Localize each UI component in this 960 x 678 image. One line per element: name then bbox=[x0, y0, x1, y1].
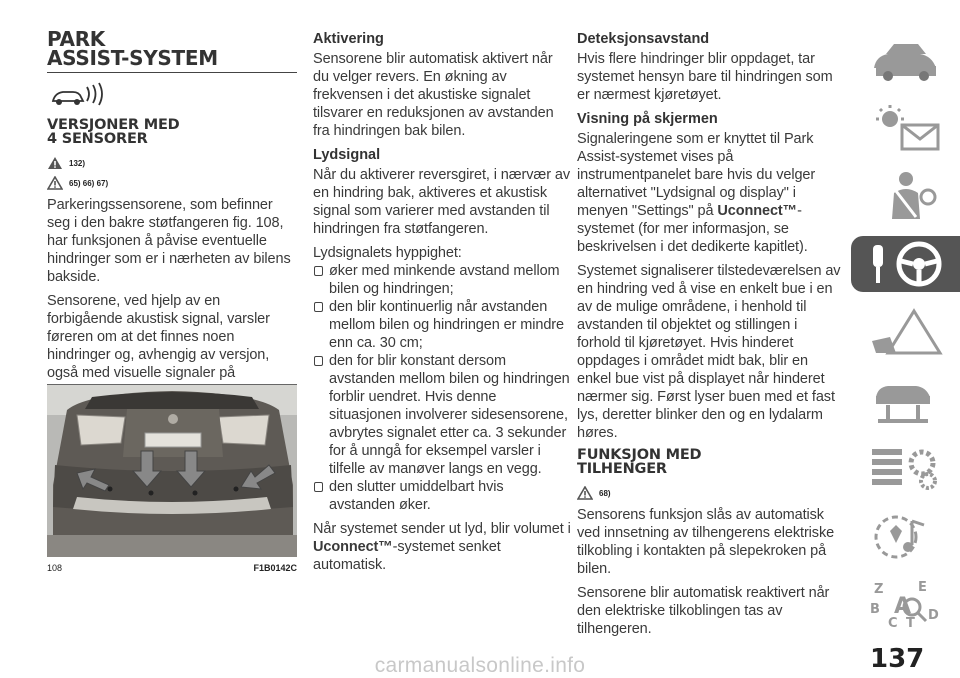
heading-visning: Visning på skjermen bbox=[577, 111, 718, 127]
tab-index[interactable] bbox=[851, 576, 960, 632]
seatbelt-person-icon bbox=[866, 171, 946, 221]
svg-text:B: B bbox=[869, 602, 880, 617]
warning-lights-icon bbox=[866, 103, 946, 153]
heading-lydsignal: Lydsignal bbox=[313, 147, 381, 163]
tab-starting-driving[interactable] bbox=[851, 236, 960, 292]
alphabet-index-icon bbox=[866, 579, 946, 629]
paragraph: Når du aktiverer reversgiret, i nærvær av en hindring bak, aktiveres et akustisk signal som varierer med avstanden til hindringen fra støtfangeren. bbox=[313, 167, 570, 237]
warning-note-2: 65) 66) 67) bbox=[47, 176, 297, 190]
paragraph: Sensorene blir automatisk reaktivert når den elektriske tilkoblingen tas av tilhengeren. bbox=[577, 585, 830, 637]
emergency-triangle-icon bbox=[866, 307, 946, 357]
paragraph: Parkeringssensorene, som befinner seg i den bakre støtfangeren fig. 108, har funksjonen å påvise eventuelle hindringer som er i nærheten av bilens bakside. bbox=[47, 197, 291, 285]
paragraph: Signaleringene som er knyttet til Park Assist-systemet vises på instrumentpanelet bare hvis du velger alternativet "Lydsignal og display" i menyen "Settings" på Uconnect™-systemet (for mer informasjon, se beskrivelsen i det dedikerte kapitlet). bbox=[577, 131, 816, 255]
list-item: øker med minkende avstand mellom bilen og hindringen; bbox=[313, 262, 571, 298]
paragraph: Hvis flere hindringer blir oppdaget, tar systemet hensyn bare til hindringen som er nærmest kjøretøyet. bbox=[577, 51, 833, 103]
tab-maintenance[interactable] bbox=[851, 372, 960, 428]
paragraph: Når systemet sender ut lyd, blir volumet i Uconnect™-systemet senket automatisk. bbox=[313, 521, 571, 573]
bullet-box-icon bbox=[314, 302, 323, 312]
car-lift-icon bbox=[866, 375, 946, 425]
steering-wheel-icon bbox=[861, 239, 951, 289]
svg-text:E: E bbox=[917, 580, 927, 595]
tab-emergency[interactable] bbox=[851, 304, 960, 360]
parking-sensor-icon bbox=[49, 81, 297, 112]
heading-aktivering: Aktivering bbox=[313, 31, 384, 47]
chapter-tabs bbox=[851, 32, 960, 644]
column-1 bbox=[47, 27, 297, 406]
tab-car-overview[interactable] bbox=[851, 32, 960, 88]
paragraph: Systemet signaliserer tilstedeværelsen av en hindring ved å vise en enkelt bue i en av de mulige områdene, i henhold til avstanden til objektet og stillingen i forhold til kjøretøyet. Hvis hinderet oppdages i området midt bak, blir en enkel bue vist på displayet når hinderet nærmer sig. Først lyser buen med et fast lys, deretter blinker den og en lydalarm høres. bbox=[577, 263, 841, 441]
svg-text:A: A bbox=[893, 594, 911, 619]
tab-multimedia[interactable] bbox=[851, 508, 960, 564]
figure-caption bbox=[47, 563, 297, 573]
svg-text:C: C bbox=[887, 616, 898, 629]
gear-list-icon bbox=[866, 443, 946, 493]
multimedia-icon bbox=[866, 511, 946, 561]
warning-note-1: 132) bbox=[47, 156, 297, 170]
figure-code: F1B0142C bbox=[253, 563, 297, 573]
page-number: 137 bbox=[870, 644, 925, 674]
section-title: PARK ASSIST-SYSTEM bbox=[47, 27, 218, 70]
bullet-box-icon bbox=[314, 482, 323, 492]
bullet-box-icon bbox=[314, 266, 323, 276]
paragraph: Sensorene blir automatisk aktivert når du velger revers. En økning av frekvensen i det akustiske signalet tilsvarer en reduksjonen av avstanden fra hindringen bak bilen. bbox=[313, 51, 554, 139]
paragraph: Sensorene, ved hjelp av en forbigående akustisk signal, varsler føreren om at det finnes noen hindringer og, avhengig av versjon, også med visuelle signaler på bbox=[47, 293, 270, 381]
warning-note-3: 68) bbox=[577, 486, 842, 500]
column-3 bbox=[577, 30, 842, 644]
list-item: den blir kontinuerlig når avstanden mellom bilen og hindringen er mindre enn ca. 30 cm; bbox=[313, 298, 571, 352]
watermark: carmanualsonline.info bbox=[374, 654, 586, 677]
car-icon bbox=[866, 38, 946, 82]
figure-number: 108 bbox=[47, 563, 63, 573]
paragraph: Lydsignalets hyppighet: bbox=[313, 245, 462, 261]
subsection-title: VERSJONER MED 4 SENSORER bbox=[47, 117, 180, 147]
column-2 bbox=[313, 30, 571, 580]
title-rule bbox=[47, 72, 297, 73]
tab-warning-lights[interactable] bbox=[851, 100, 960, 156]
paragraph: Sensorens funksjon slås av automatisk ved innsetning av tilhengerens elektriske tilkobling i kontakten på slepekroken på bilen. bbox=[577, 507, 835, 577]
subsection-title: FUNKSJON MED TILHENGER bbox=[577, 447, 702, 477]
svg-text:Z: Z bbox=[873, 582, 883, 597]
warning-triangle-icon bbox=[47, 156, 63, 170]
heading-deteksjonsavstand: Deteksjonsavstand bbox=[577, 31, 710, 47]
rear-bumper-sensors-photo bbox=[47, 384, 297, 557]
list-item: den for blir konstant dersom avstanden mellom bilen og hindringen forblir uendret. Hvis denne situasjonen involverer sidesensorene, avbrytes signalet etter ca. 3 sekunder for å unngå for eksempel varsler i tilfelle av manøver langs en vegg. bbox=[313, 352, 571, 478]
tab-technical-data[interactable] bbox=[851, 440, 960, 496]
caution-triangle-icon bbox=[577, 486, 593, 500]
caution-triangle-icon bbox=[47, 176, 63, 190]
bullet-box-icon bbox=[314, 356, 323, 366]
list-item: den slutter umiddelbart hvis avstanden øker. bbox=[313, 478, 571, 514]
svg-text:T: T bbox=[905, 616, 915, 629]
svg-text:D: D bbox=[927, 608, 939, 623]
tab-safety[interactable] bbox=[851, 168, 960, 224]
